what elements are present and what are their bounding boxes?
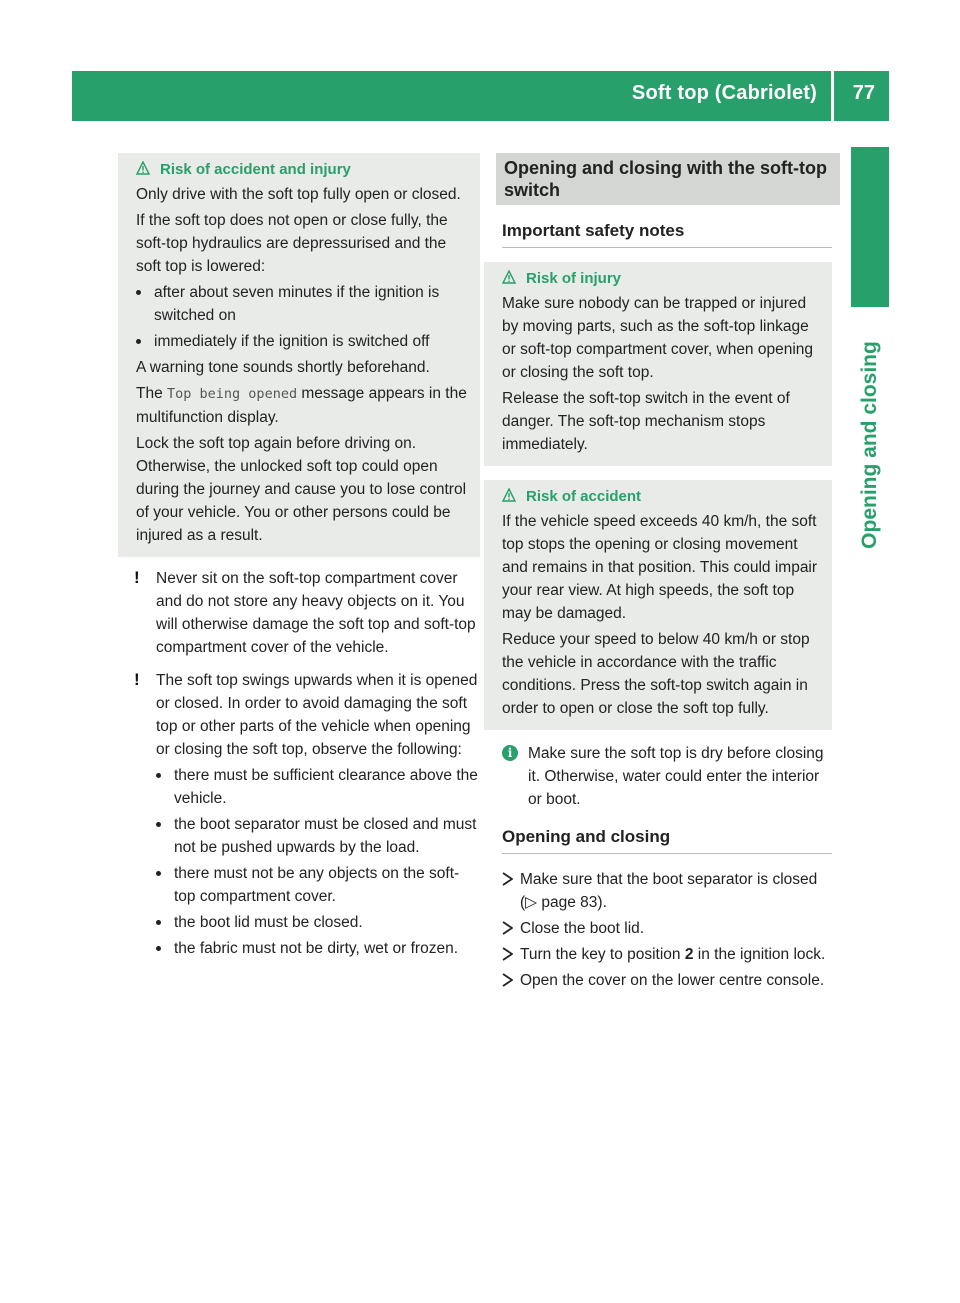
- text-fragment: message appears in the multifunction display.: [136, 385, 467, 426]
- header-divider: [831, 71, 834, 121]
- list-item: the boot lid must be closed.: [156, 911, 480, 934]
- caution-note: [136, 669, 480, 761]
- list-item: after about seven minutes if the ignition is switched on: [136, 281, 472, 327]
- warning-triangle-icon: [502, 270, 516, 284]
- warning-text: If the soft top does not open or close fully, the soft-top hydraulics are depressurised and the soft top is lowered:: [136, 212, 448, 275]
- warning-text: [136, 382, 472, 429]
- instruction-step: [502, 868, 832, 914]
- text-fragment: The: [136, 385, 163, 402]
- position-number: 2: [684, 946, 694, 963]
- exclamation-icon: !: [134, 568, 140, 587]
- step-arrow-icon: [502, 973, 513, 987]
- warning-triangle-icon: [502, 488, 516, 502]
- warning-text: Make sure nobody can be trapped or injured by moving parts, such as the soft-top linkage or soft-top compartment cover, when opening or closing the soft top.: [502, 295, 814, 381]
- warning-heading: [136, 159, 472, 181]
- step-arrow-icon: [502, 921, 513, 935]
- note-bullet-list: [156, 764, 480, 960]
- warning-box: [118, 153, 480, 557]
- instruction-step: [502, 969, 832, 992]
- display-message: Top being opened: [167, 386, 298, 402]
- left-column: [136, 153, 480, 963]
- list-item: the boot separator must be closed and must not be pushed upwards by the load.: [156, 813, 480, 859]
- warning-text: Reduce your speed to below 40 km/h or stop the vehicle in accordance with the traffic conditions. Press the soft-top switch again in order to open or close the soft top fully.: [502, 631, 810, 717]
- caution-note: [136, 567, 480, 659]
- side-tab: [850, 315, 890, 575]
- subheading: Important safety notes: [502, 219, 832, 248]
- side-tab-label: Opening and closing: [858, 341, 881, 549]
- warning-text: If the vehicle speed exceeds 40 km/h, the soft top stops the opening or closing movement and remains in that position. This could impair your rear view. At high speeds, the soft top may be damaged.: [502, 513, 818, 622]
- page-number: 77: [852, 82, 875, 104]
- step-arrow-icon: [502, 947, 513, 961]
- side-color-block: [851, 147, 889, 307]
- warning-text: A warning tone sounds shortly beforehand.: [136, 359, 430, 376]
- step-text: in the ignition lock.: [697, 946, 826, 963]
- list-item: there must not be any objects on the soft-top compartment cover.: [156, 862, 480, 908]
- warning-heading: [502, 486, 824, 508]
- warning-title: Risk of accident and injury: [160, 161, 351, 178]
- step-text: Make sure that the boot separator is closed (▷ page 83).: [520, 871, 818, 911]
- instruction-step: [502, 917, 832, 940]
- warning-box: [484, 480, 832, 730]
- warning-text: Release the soft-top switch in the event of danger. The soft-top mechanism stops immediately.: [502, 390, 790, 453]
- warning-heading: [502, 268, 824, 290]
- warning-title: Risk of injury: [526, 270, 622, 287]
- subheading: Opening and closing: [502, 825, 832, 854]
- info-note: [502, 742, 832, 811]
- exclamation-icon: !: [134, 670, 140, 689]
- warning-triangle-icon: [136, 161, 150, 175]
- step-text: Close the boot lid.: [520, 920, 645, 937]
- warning-text: Only drive with the soft top fully open or closed.: [136, 186, 461, 203]
- info-text: Make sure the soft top is dry before closing it. Otherwise, water could enter the interior or boot.: [528, 745, 824, 808]
- warning-box: [484, 262, 832, 466]
- warning-text: Lock the soft top again before driving on. Otherwise, the unlocked soft top could open during the journey and cause you to lose control of your vehicle. You or other persons could be injured as a result.: [136, 435, 467, 544]
- list-item: the fabric must not be dirty, wet or frozen.: [156, 937, 480, 960]
- right-column: [502, 153, 832, 995]
- spacer: [502, 466, 832, 480]
- page-header: [72, 71, 889, 121]
- step-arrow-icon: [502, 872, 513, 886]
- instruction-step: [502, 943, 832, 966]
- step-text: Turn the key to position: [520, 946, 681, 963]
- list-item: immediately if the ignition is switched off: [136, 330, 472, 353]
- warning-title: Risk of accident: [526, 488, 642, 505]
- note-text: The soft top swings upwards when it is opened or closed. In order to avoid damaging the soft top or other parts of the vehicle when opening or closing the soft top, observe the following:: [156, 672, 478, 758]
- list-item: there must be sufficient clearance above the vehicle.: [156, 764, 480, 810]
- note-text: Never sit on the soft-top compartment cover and do not store any heavy objects on it. You will otherwise damage the soft top and soft-top compartment cover of the vehicle.: [156, 570, 476, 656]
- step-text: Open the cover on the lower centre console.: [520, 972, 825, 989]
- section-title: Opening and closing with the soft-top switch: [496, 153, 840, 205]
- info-icon: i: [502, 745, 518, 761]
- header-title: Soft top (Cabriolet): [631, 82, 817, 104]
